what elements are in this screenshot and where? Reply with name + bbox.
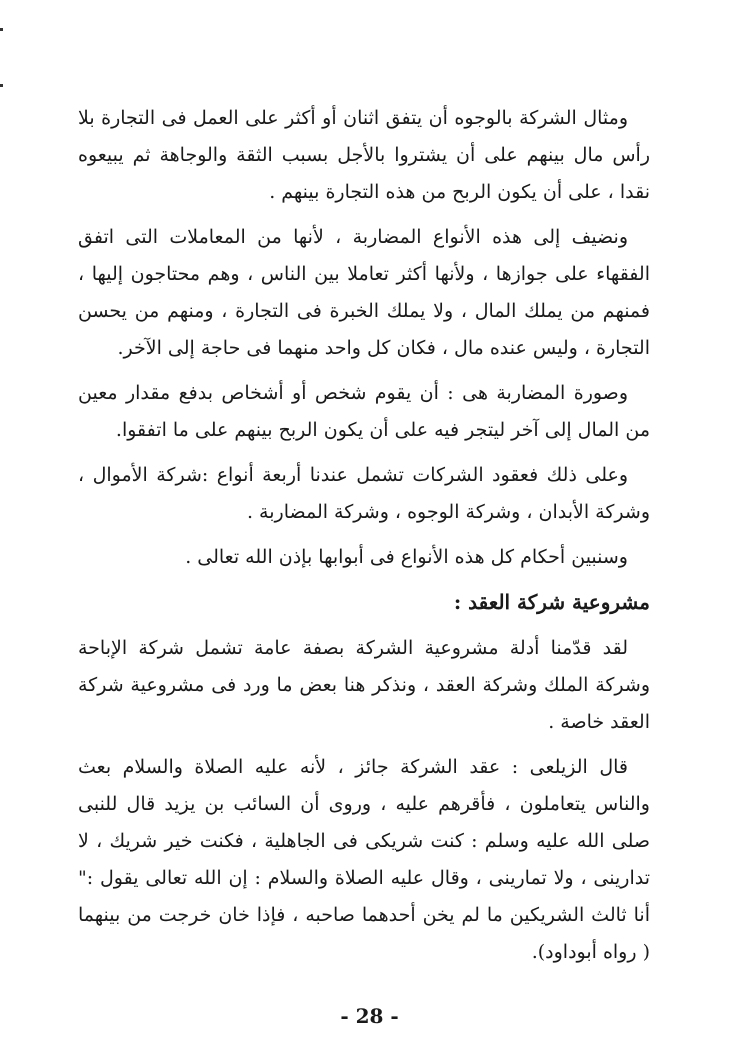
paragraph-zaylai: قال الزيلعى : عقد الشركة جائز ، لأنه عليه الصلاة والسلام بعث والناس يتعاملون ، فأقرهم عليه ، وروى أن السائب بن يزيد قال للنبى صلى الله عليه وسلم : كنت شريكى فى الجاهلية ، فكنت خير شريك ، لا تدارينى ، ولا تمارينى ، وقال عليه الصلاة والسلام : إن الله تعالى يقول :" أنا ثالث الشريكين ما لم يخن أحدهما صاحبه ، فإذا خان خرجت من بينهما ( رواه أبوداود). xyxy=(78,756,650,963)
paragraph-mudaraba-form: وصورة المضاربة هى : أن يقوم شخص أو أشخاص بدفع مقدار معين من المال إلى آخر ليتجر فيه على أن يكون الربح بينهم على ما اتفقوا. xyxy=(78,382,650,441)
section-heading: مشروعية شركة العقد : xyxy=(453,590,650,614)
page-body xyxy=(78,100,650,979)
margin-mark-top xyxy=(0,28,3,31)
page-number: - 28 - xyxy=(340,1004,399,1028)
paragraph-evidence: لقد قدّمنا أدلة مشروعية الشركة بصفة عامة تشمل شركة الإباحة وشركة الملك وشركة العقد ، ونذكر هنا بعض ما ورد فى مشروعية شركة العقد خاصة . xyxy=(78,637,650,733)
paragraph-mudaraba-addition: ونضيف إلى هذه الأنواع المضاربة ، لأنها من المعاملات التى اتفق الفقهاء على جوازها ، ولأنها أكثر تعاملا بين الناس ، وهم محتاجون إليها ، فمنهم من يملك المال ، ولا يملك الخبرة فى التجارة ، ومنهم من يحسن التجارة ، وليس عنده مال ، فكان كل واحد منهما فى حاجة إلى الآخر. xyxy=(78,226,650,359)
paragraph-wujuh: ومثال الشركة بالوجوه أن يتفق اثنان أو أكثر على العمل فى التجارة بلا رأس مال بينهم على أن يشتروا بالأجل بسبب الثقة والوجاهة ثم يبيعوه نقدا ، على أن يكون الربح من هذه التجارة بينهم . xyxy=(78,107,650,203)
paragraph-four-types: وعلى ذلك فعقود الشركات تشمل عندنا أربعة أنواع :شركة الأموال ، وشركة الأبدان ، وشركة الوجوه ، وشركة المضاربة . xyxy=(78,464,650,523)
paragraph-rulings: وسنبين أحكام كل هذه الأنواع فى أبوابها بإذن الله تعالى . xyxy=(185,546,628,568)
margin-mark-middle xyxy=(0,84,3,87)
